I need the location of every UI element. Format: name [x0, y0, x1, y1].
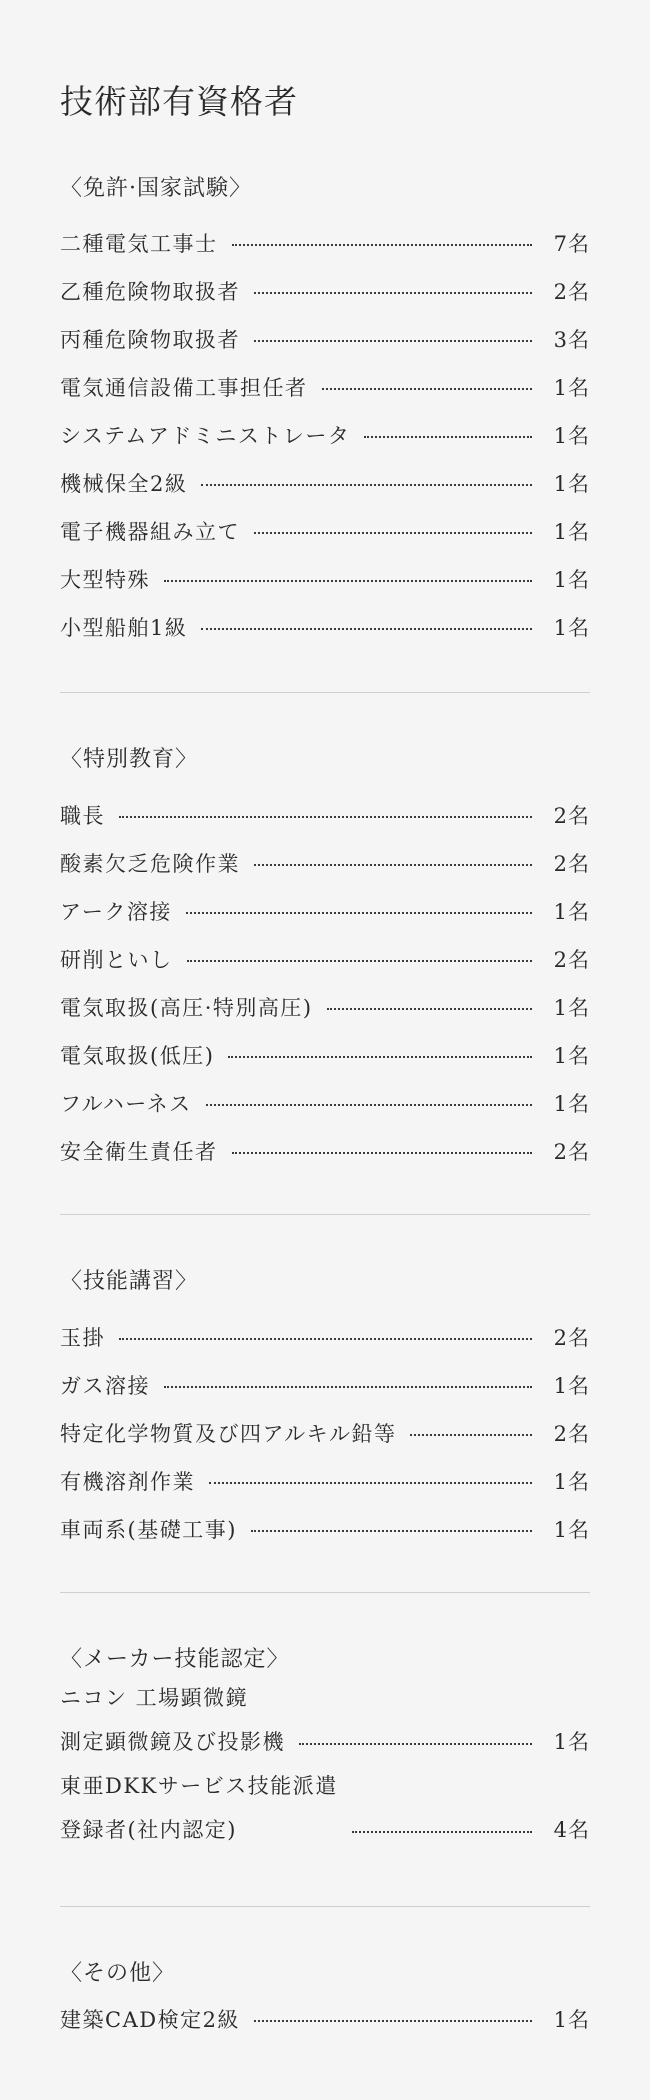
item-name: 玉掛 — [60, 1326, 105, 1350]
item-name: 二種電気工事士 — [60, 232, 218, 256]
item-count: 2名 — [553, 1422, 590, 1446]
dot-leader — [209, 1482, 532, 1484]
section-divider — [60, 1592, 590, 1593]
dot-leader — [119, 816, 532, 818]
list-item — [60, 1684, 590, 1764]
item-name: 丙種危険物取扱者 — [60, 328, 240, 352]
dot-leader — [201, 628, 532, 630]
item-count: 1名 — [553, 1730, 590, 1754]
item-count: 1名 — [553, 424, 590, 448]
list-item — [60, 468, 590, 500]
item-name-stack — [60, 1764, 338, 1852]
item-count: 1名 — [553, 1470, 590, 1494]
list-item — [60, 1466, 590, 1498]
item-count: 2名 — [553, 280, 590, 304]
dot-leader — [254, 864, 532, 866]
list-item — [60, 420, 590, 452]
item-count: 1名 — [553, 616, 590, 640]
item-name: 酸素欠乏危険作業 — [60, 852, 240, 876]
list-item — [60, 1136, 590, 1168]
item-count: 2名 — [553, 1326, 590, 1350]
dot-leader — [254, 2020, 532, 2022]
dot-leader — [232, 244, 533, 246]
list-item — [60, 848, 590, 880]
item-count: 1名 — [553, 1044, 590, 1068]
item-count: 1名 — [553, 996, 590, 1020]
dot-leader — [327, 1008, 532, 1010]
dot-leader — [232, 1152, 533, 1154]
item-count: 1名 — [553, 1518, 590, 1542]
item-name: ガス溶接 — [60, 1374, 150, 1398]
item-count: 1名 — [553, 900, 590, 924]
item-name: 電子機器組み立て — [60, 520, 240, 544]
item-count: 2名 — [553, 852, 590, 876]
item-name-line2: 登録者(社内認定) — [60, 1818, 237, 1842]
item-count: 1名 — [553, 376, 590, 400]
item-name-line1: ニコン 工場顕微鏡 — [60, 1686, 249, 1710]
item-count: 1名 — [553, 472, 590, 496]
dot-leader — [186, 912, 532, 914]
list-item — [60, 800, 590, 832]
item-name-line2: 測定顕微鏡及び投影機 — [60, 1730, 285, 1754]
list-item — [60, 1514, 590, 1546]
item-count: 1名 — [553, 1374, 590, 1398]
item-name: 車両系(基礎工事) — [60, 1518, 237, 1542]
dot-leader — [119, 1338, 532, 1340]
section-heading: 〈特別教育〉 — [60, 747, 199, 772]
section-divider — [60, 1214, 590, 1215]
item-name: システムアドミニストレータ — [60, 424, 351, 448]
dot-leader — [352, 1831, 532, 1833]
section-divider — [60, 1906, 590, 1907]
dot-leader — [410, 1434, 532, 1436]
item-name: 機械保全2級 — [60, 472, 188, 496]
item-count: 1名 — [553, 1092, 590, 1116]
item-count: 1名 — [553, 2008, 590, 2032]
list-item — [60, 228, 590, 260]
section-heading: 〈メーカー技能認定〉 — [60, 1647, 290, 1672]
item-name: 電気通信設備工事担任者 — [60, 376, 308, 400]
list-item — [60, 1088, 590, 1120]
item-name-stack — [60, 1676, 285, 1764]
dot-leader — [299, 1743, 532, 1745]
item-name: フルハーネス — [60, 1092, 192, 1116]
dot-leader — [201, 484, 532, 486]
item-name: 職長 — [60, 804, 105, 828]
item-name-line1: 東亜DKKサービス技能派遣 — [60, 1774, 338, 1798]
list-item — [60, 1772, 590, 1852]
item-count: 3名 — [553, 328, 590, 352]
list-item — [60, 276, 590, 308]
list-item — [60, 896, 590, 928]
list-item — [60, 992, 590, 1024]
dot-leader — [322, 388, 533, 390]
section-divider — [60, 692, 590, 693]
list-item — [60, 564, 590, 596]
item-name: アーク溶接 — [60, 900, 172, 924]
list-item — [60, 324, 590, 356]
item-name: 電気取扱(低圧) — [60, 1044, 215, 1068]
item-name: 有機溶剤作業 — [60, 1470, 195, 1494]
section-heading: 〈その他〉 — [60, 1961, 176, 1986]
item-count: 1名 — [553, 520, 590, 544]
list-item — [60, 1322, 590, 1354]
dot-leader — [364, 436, 532, 438]
section-heading: 〈免許·国家試験〉 — [60, 176, 252, 201]
item-name: 乙種危険物取扱者 — [60, 280, 240, 304]
item-name: 電気取扱(高圧·特別高圧) — [60, 996, 313, 1020]
list-item — [60, 1418, 590, 1450]
list-item — [60, 612, 590, 644]
item-name: 建築CAD検定2級 — [60, 2008, 240, 2032]
item-count: 7名 — [553, 232, 590, 256]
item-count: 2名 — [553, 804, 590, 828]
list-item — [60, 2004, 590, 2036]
list-item — [60, 1370, 590, 1402]
item-count: 2名 — [553, 948, 590, 972]
dot-leader — [228, 1056, 532, 1058]
item-name: 小型船舶1級 — [60, 616, 188, 640]
item-name: 特定化学物質及び四アルキル鉛等 — [60, 1422, 397, 1446]
item-name: 安全衛生責任者 — [60, 1140, 218, 1164]
item-name: 大型特殊 — [60, 568, 150, 592]
dot-leader — [206, 1104, 532, 1106]
dot-leader — [254, 340, 532, 342]
section-heading: 〈技能講習〉 — [60, 1269, 199, 1294]
dot-leader — [164, 1386, 532, 1388]
dot-leader — [254, 532, 532, 534]
page-title: 技術部有資格者 — [60, 82, 298, 121]
item-count: 4名 — [553, 1818, 590, 1842]
item-count: 1名 — [553, 568, 590, 592]
dot-leader — [251, 1530, 532, 1532]
dot-leader — [187, 960, 533, 962]
dot-leader — [164, 580, 532, 582]
list-item — [60, 372, 590, 404]
list-item — [60, 944, 590, 976]
item-count: 2名 — [553, 1140, 590, 1164]
dot-leader — [254, 292, 532, 294]
list-item — [60, 516, 590, 548]
list-item — [60, 1040, 590, 1072]
item-name: 研削といし — [60, 948, 173, 972]
